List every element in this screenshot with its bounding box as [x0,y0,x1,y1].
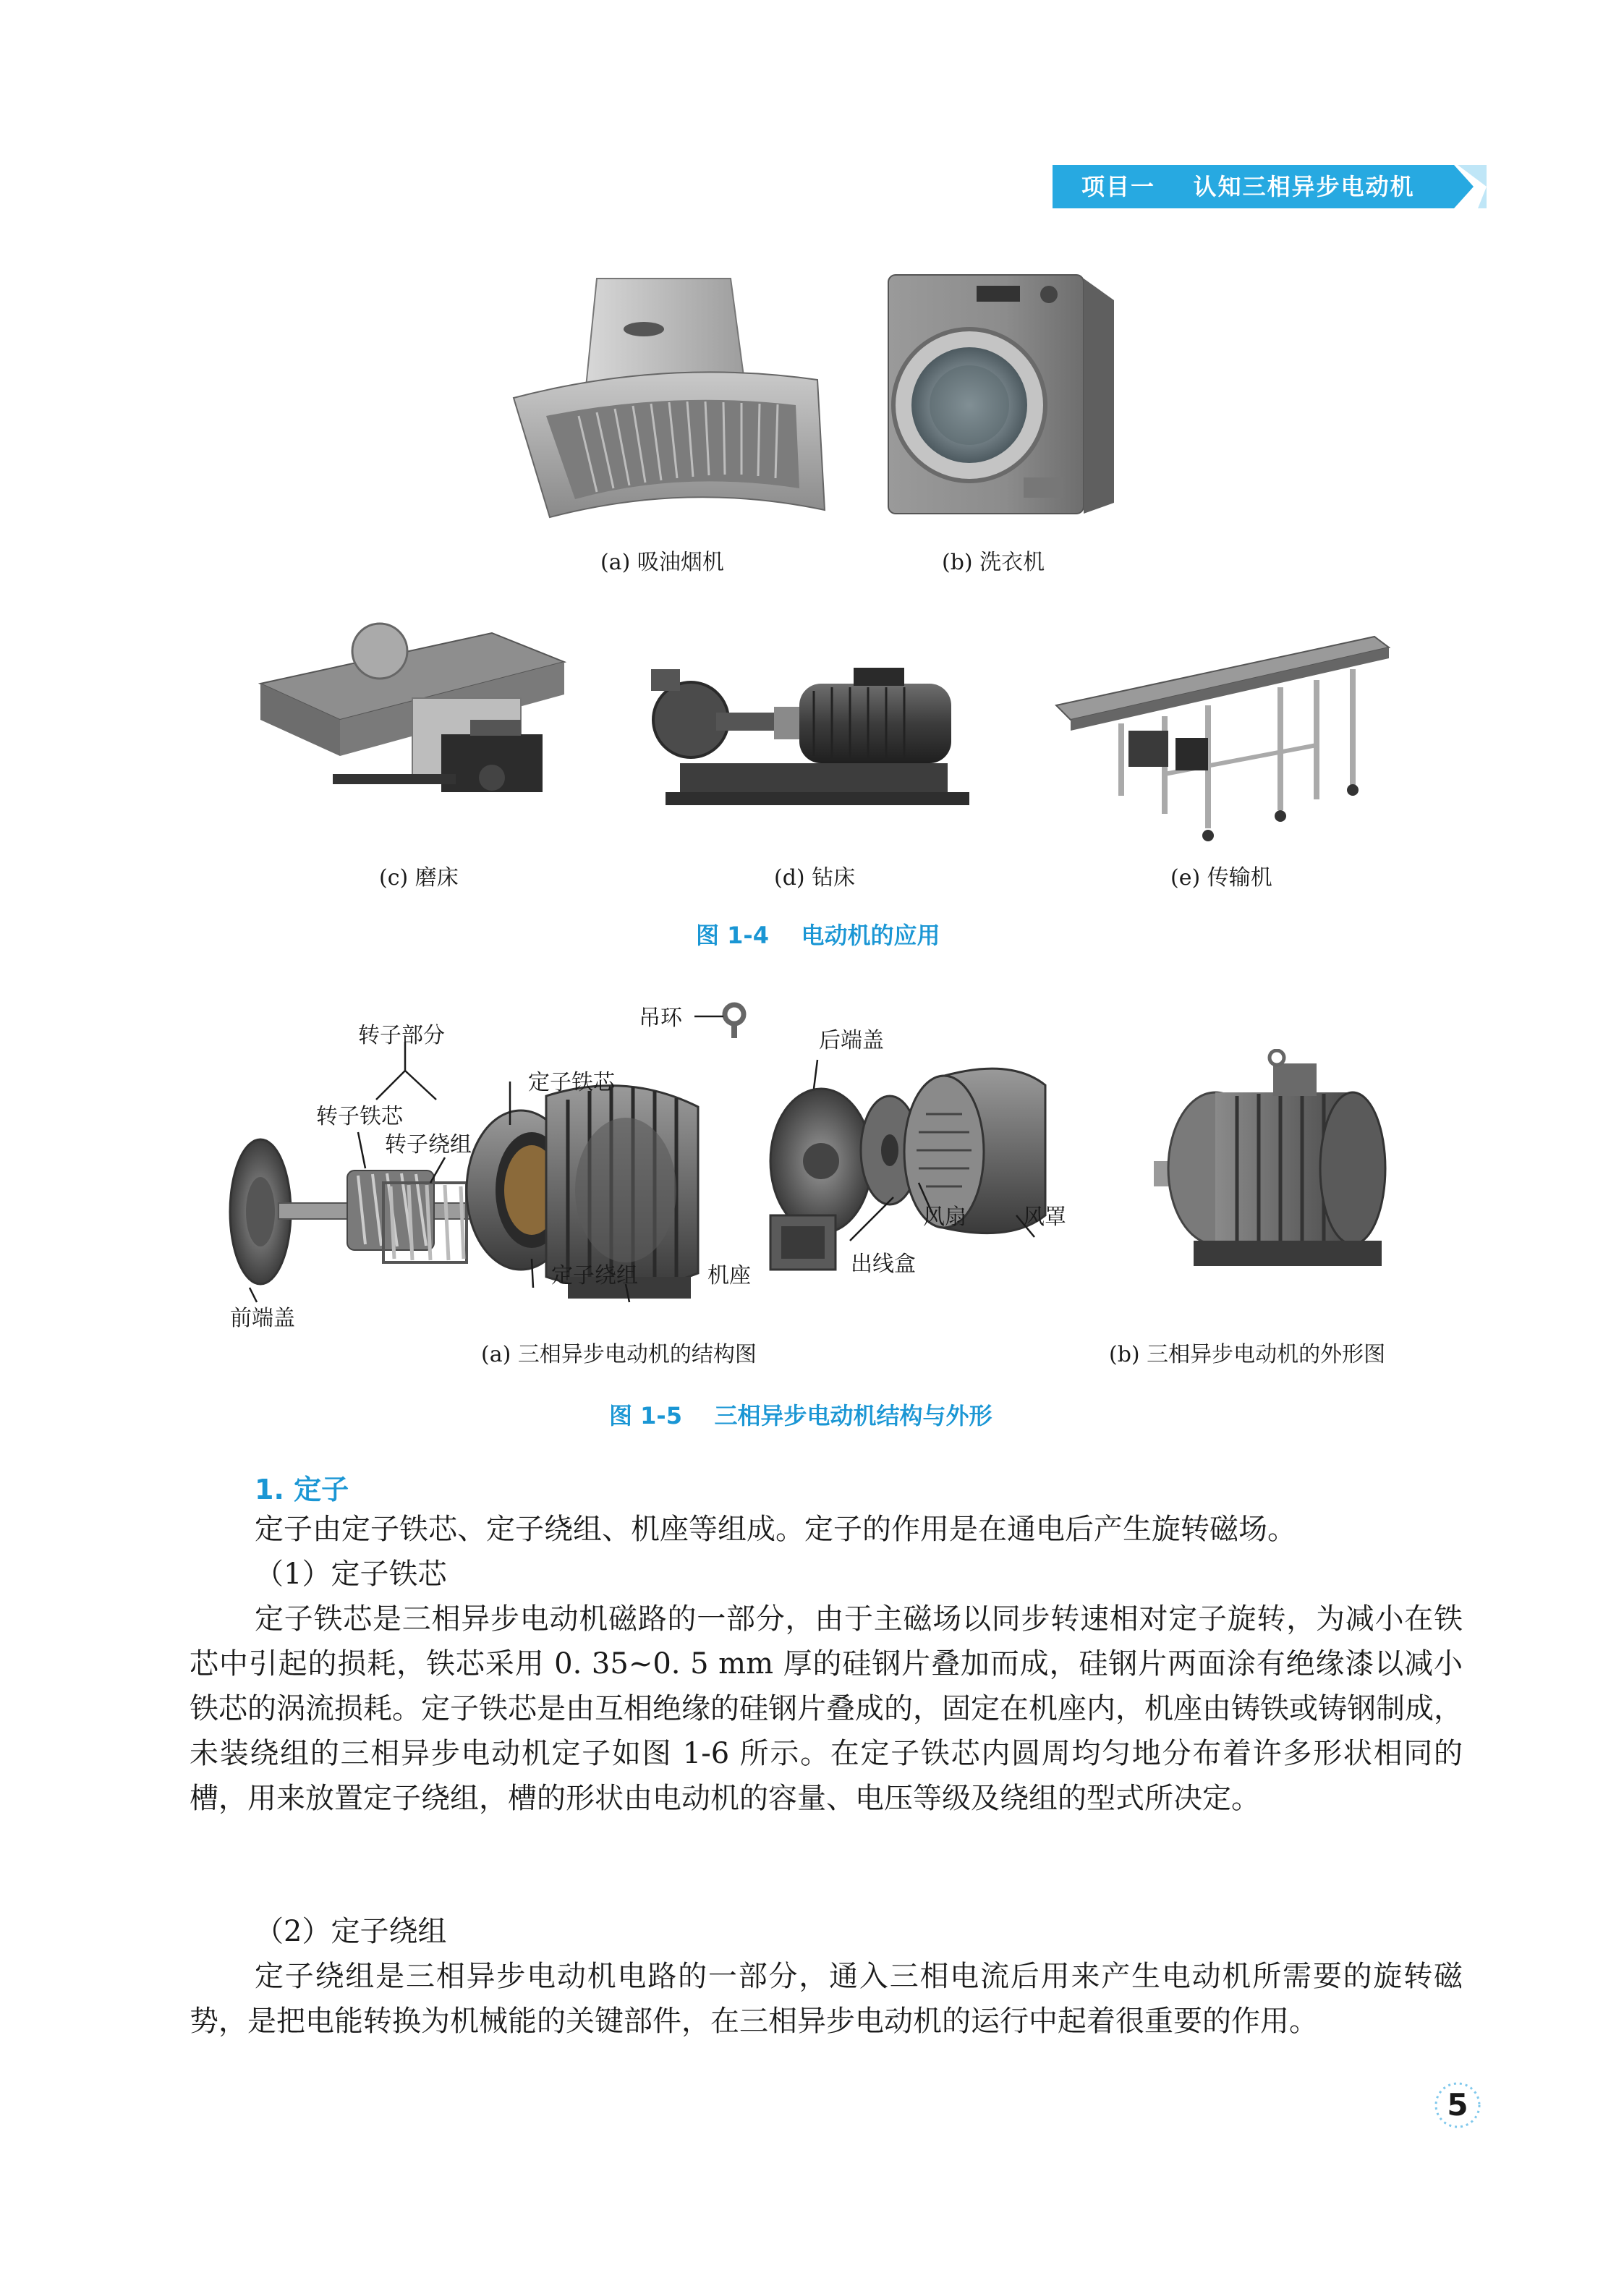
figure-1-4-caption-b: (b) 洗衣机 [942,550,1045,575]
figure-1-4-caption-d: (d) 钻床 [774,865,856,891]
label-rear-cover: 后端盖 [819,1028,884,1053]
page-number-badge [1432,2080,1483,2130]
label-rotor-core: 转子铁芯 [316,1104,403,1129]
label-stator-core: 定子铁芯 [528,1070,615,1095]
figure-1-4-caption-c: (c) 磨床 [379,865,459,891]
drill-machine-image [637,655,998,810]
figure-1-4-title: 图 1-4 电动机的应用 [696,922,940,949]
grinding-machine-image [253,611,571,821]
header-title: 项目一 认知三相异步电动机 [1081,173,1415,200]
motor-exploded-diagram [221,998,1125,1317]
label-lifting-ring: 吊环 [639,1006,682,1031]
label-front-cover: 前端盖 [230,1306,295,1331]
figure-1-5-title: 图 1-5 三相异步电动机结构与外形 [609,1402,992,1429]
figure-1-4-caption-a: (a) 吸油烟机 [600,550,724,575]
figure-1-4-caption-e: (e) 传输机 [1170,865,1272,891]
washing-machine-image [883,271,1121,521]
header-banner [1053,165,1487,208]
paragraph-stator-winding: 定子绕组是三相异步电动机电路的一部分，通入三相电流后用来产生电动机所需要的旋转磁势，是把电能转换为机械能的关键部件，在三相异步电动机的运行中起着很重要的作用。 [190,1960,1463,2038]
label-junction-box: 出线盒 [851,1252,916,1277]
figure-1-5-caption-b: (b) 三相异步电动机的外形图 [1109,1342,1386,1367]
label-stator-winding: 定子绕组 [551,1263,638,1288]
label-fan: 风扇 [923,1205,966,1230]
subsection-2-title: （2）定子绕组 [255,1915,447,1948]
label-fan-cover: 风罩 [1023,1205,1066,1230]
paragraph-stator-core: 定子铁芯是三相异步电动机磁路的一部分，由于主磁场以同步转速相对定子旋转，为减小在铁芯中引起的损耗，铁芯采用 0. 35~0. 5 mm 厚的硅钢片叠加而成，硅钢片两面涂有绝缘漆以减小铁芯的涡流损耗。定子铁芯是由互相绝缘的硅钢片叠成的，固定在机座内，机座由铸铁或铸钢制成，未装绕组的三相异步电动机定子如图 1-6 所示。在定子铁芯内圆周均匀地分布着许多形状相同的槽，用来放置定子绕组，槽的形状由电动机的容量、电压等级及绕组的型式所决定。 [190,1602,1463,1815]
range-hood-image [506,271,832,524]
label-rotor-winding: 转子绕组 [385,1132,472,1157]
conveyor-image [1049,629,1403,854]
subsection-1-title: （1）定子铁芯 [255,1558,447,1591]
label-rotor-part: 转子部分 [358,1023,445,1048]
section-heading: 1. 定子 [255,1474,349,1505]
label-frame: 机座 [707,1263,751,1288]
page-number: 5 [1447,2087,1468,2123]
figure-1-5-caption-a: (a) 三相异步电动机的结构图 [481,1342,757,1367]
motor-exterior-image [1150,1049,1396,1288]
section-intro: 定子由定子铁芯、定子绕组、机座等组成。定子的作用是在通电后产生旋转磁场。 [255,1513,1296,1546]
